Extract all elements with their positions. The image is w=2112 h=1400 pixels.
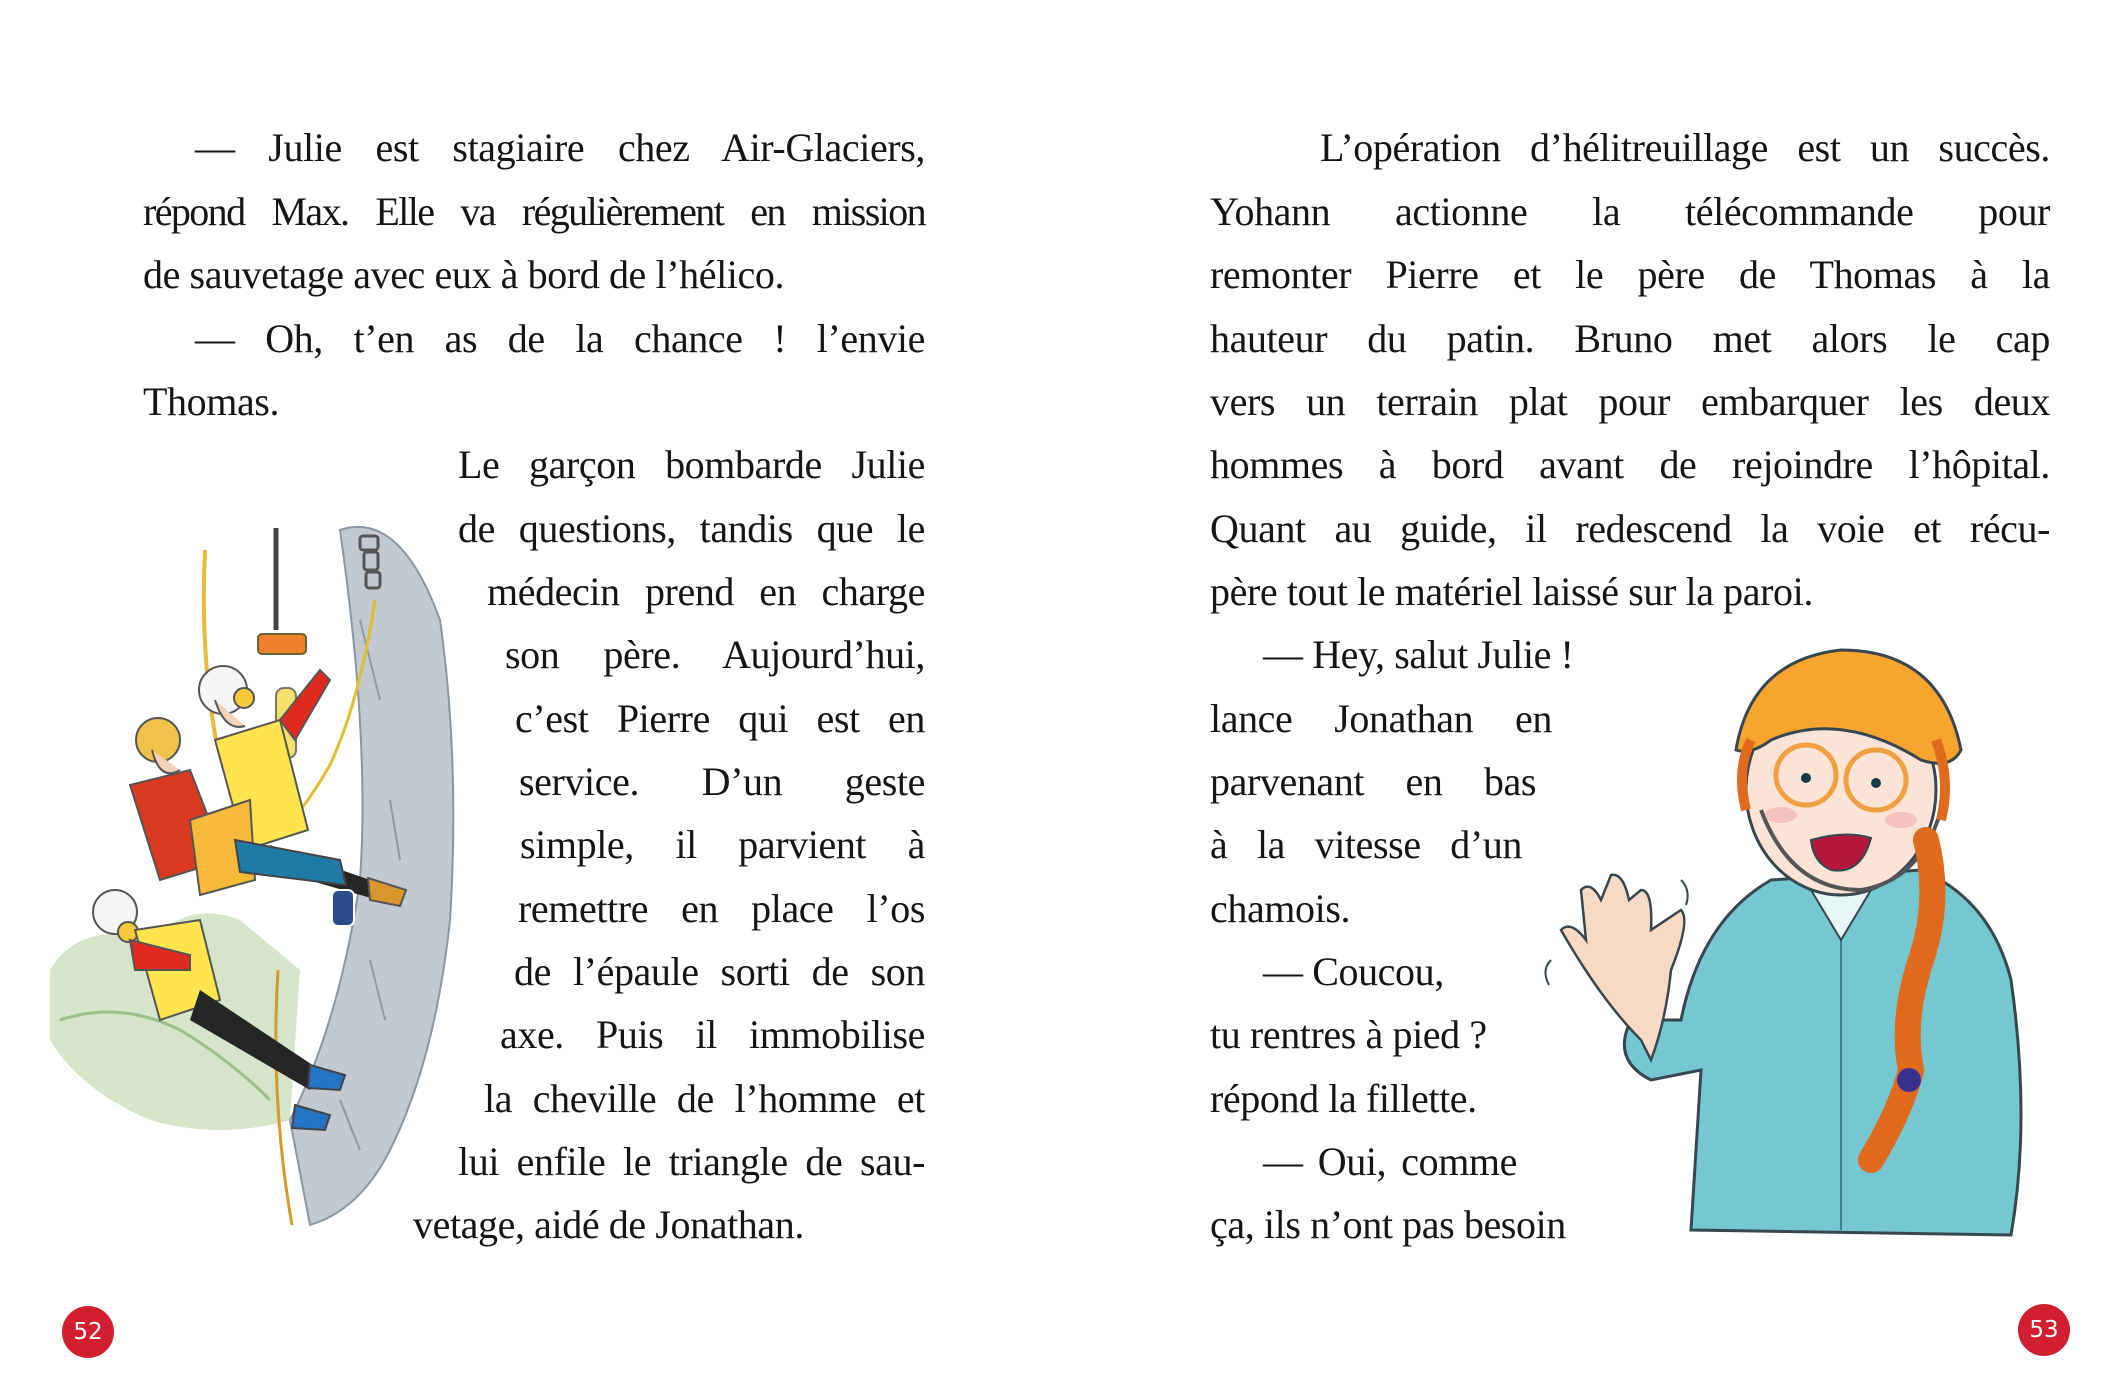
text-line: — Oh, t’en as de la chance ! l’envie bbox=[195, 316, 925, 361]
text-line: — Oui, comme bbox=[1263, 1139, 1517, 1184]
text-line: lui enfile le triangle de sau- bbox=[458, 1139, 925, 1184]
text-line: hauteur du patin. Bruno met alors le cap bbox=[1210, 316, 2050, 361]
text-line: service. D’un geste bbox=[519, 759, 925, 804]
text-line: vers un terrain plat pour embarquer les deux bbox=[1210, 379, 2050, 424]
text-line: père tout le matériel laissé sur la paroi. bbox=[1210, 569, 1813, 614]
text-line: la cheville de l’homme et bbox=[484, 1076, 925, 1121]
text-line: médecin prend en charge bbox=[487, 569, 925, 614]
text-line: son père. Aujourd’hui, bbox=[505, 632, 925, 677]
text-line: — Julie est stagiaire chez Air-Glaciers, bbox=[195, 125, 925, 170]
text-line: de questions, tandis que le bbox=[458, 506, 925, 551]
text-line: répond Max. Elle va régulièrement en mission bbox=[143, 189, 925, 234]
text-line: — Hey, salut Julie ! bbox=[1263, 632, 1574, 677]
right-page bbox=[1056, 0, 2112, 1400]
rescue-illustration bbox=[40, 500, 480, 1240]
page-number-badge: 53 bbox=[2018, 1304, 2070, 1356]
text-line: axe. Puis il immobilise bbox=[500, 1012, 925, 1057]
text-line: Quant au guide, il redescend la voie et récu- bbox=[1210, 506, 2050, 551]
text-line: de sauvetage avec eux à bord de l’hélico. bbox=[143, 252, 785, 297]
text-line: remonter Pierre et le père de Thomas à la bbox=[1210, 252, 2050, 297]
text-line: de l’épaule sorti de son bbox=[514, 949, 925, 994]
text-line: simple, il parvient à bbox=[520, 822, 925, 867]
page-number-badge: 52 bbox=[62, 1306, 114, 1358]
text-line: vetage, aidé de Jonathan. bbox=[413, 1202, 804, 1247]
text-line: Thomas. bbox=[143, 379, 280, 424]
text-line: Le garçon bombarde Julie bbox=[458, 442, 925, 487]
text-line: tu rentres à pied ? bbox=[1210, 1012, 1487, 1057]
text-line: à la vitesse d’un bbox=[1210, 822, 1522, 867]
text-line: répond la fillette. bbox=[1210, 1076, 1477, 1121]
text-line: chamois. bbox=[1210, 886, 1351, 931]
text-line: Yohann actionne la télécommande pour bbox=[1210, 189, 2050, 234]
girl-waving-illustration bbox=[1541, 640, 2061, 1240]
text-line: ça, ils n’ont pas besoin bbox=[1210, 1202, 1566, 1247]
text-line: c’est Pierre qui est en bbox=[515, 696, 925, 741]
text-line: hommes à bord avant de rejoindre l’hôpital. bbox=[1210, 442, 2050, 487]
text-line: L’opération d’hélitreuillage est un succès. bbox=[1320, 125, 2050, 170]
text-line: parvenant en bas bbox=[1210, 759, 1536, 804]
text-line: remettre en place l’os bbox=[518, 886, 925, 931]
text-line: lance Jonathan en bbox=[1210, 696, 1552, 741]
text-line: — Coucou, bbox=[1263, 949, 1444, 994]
